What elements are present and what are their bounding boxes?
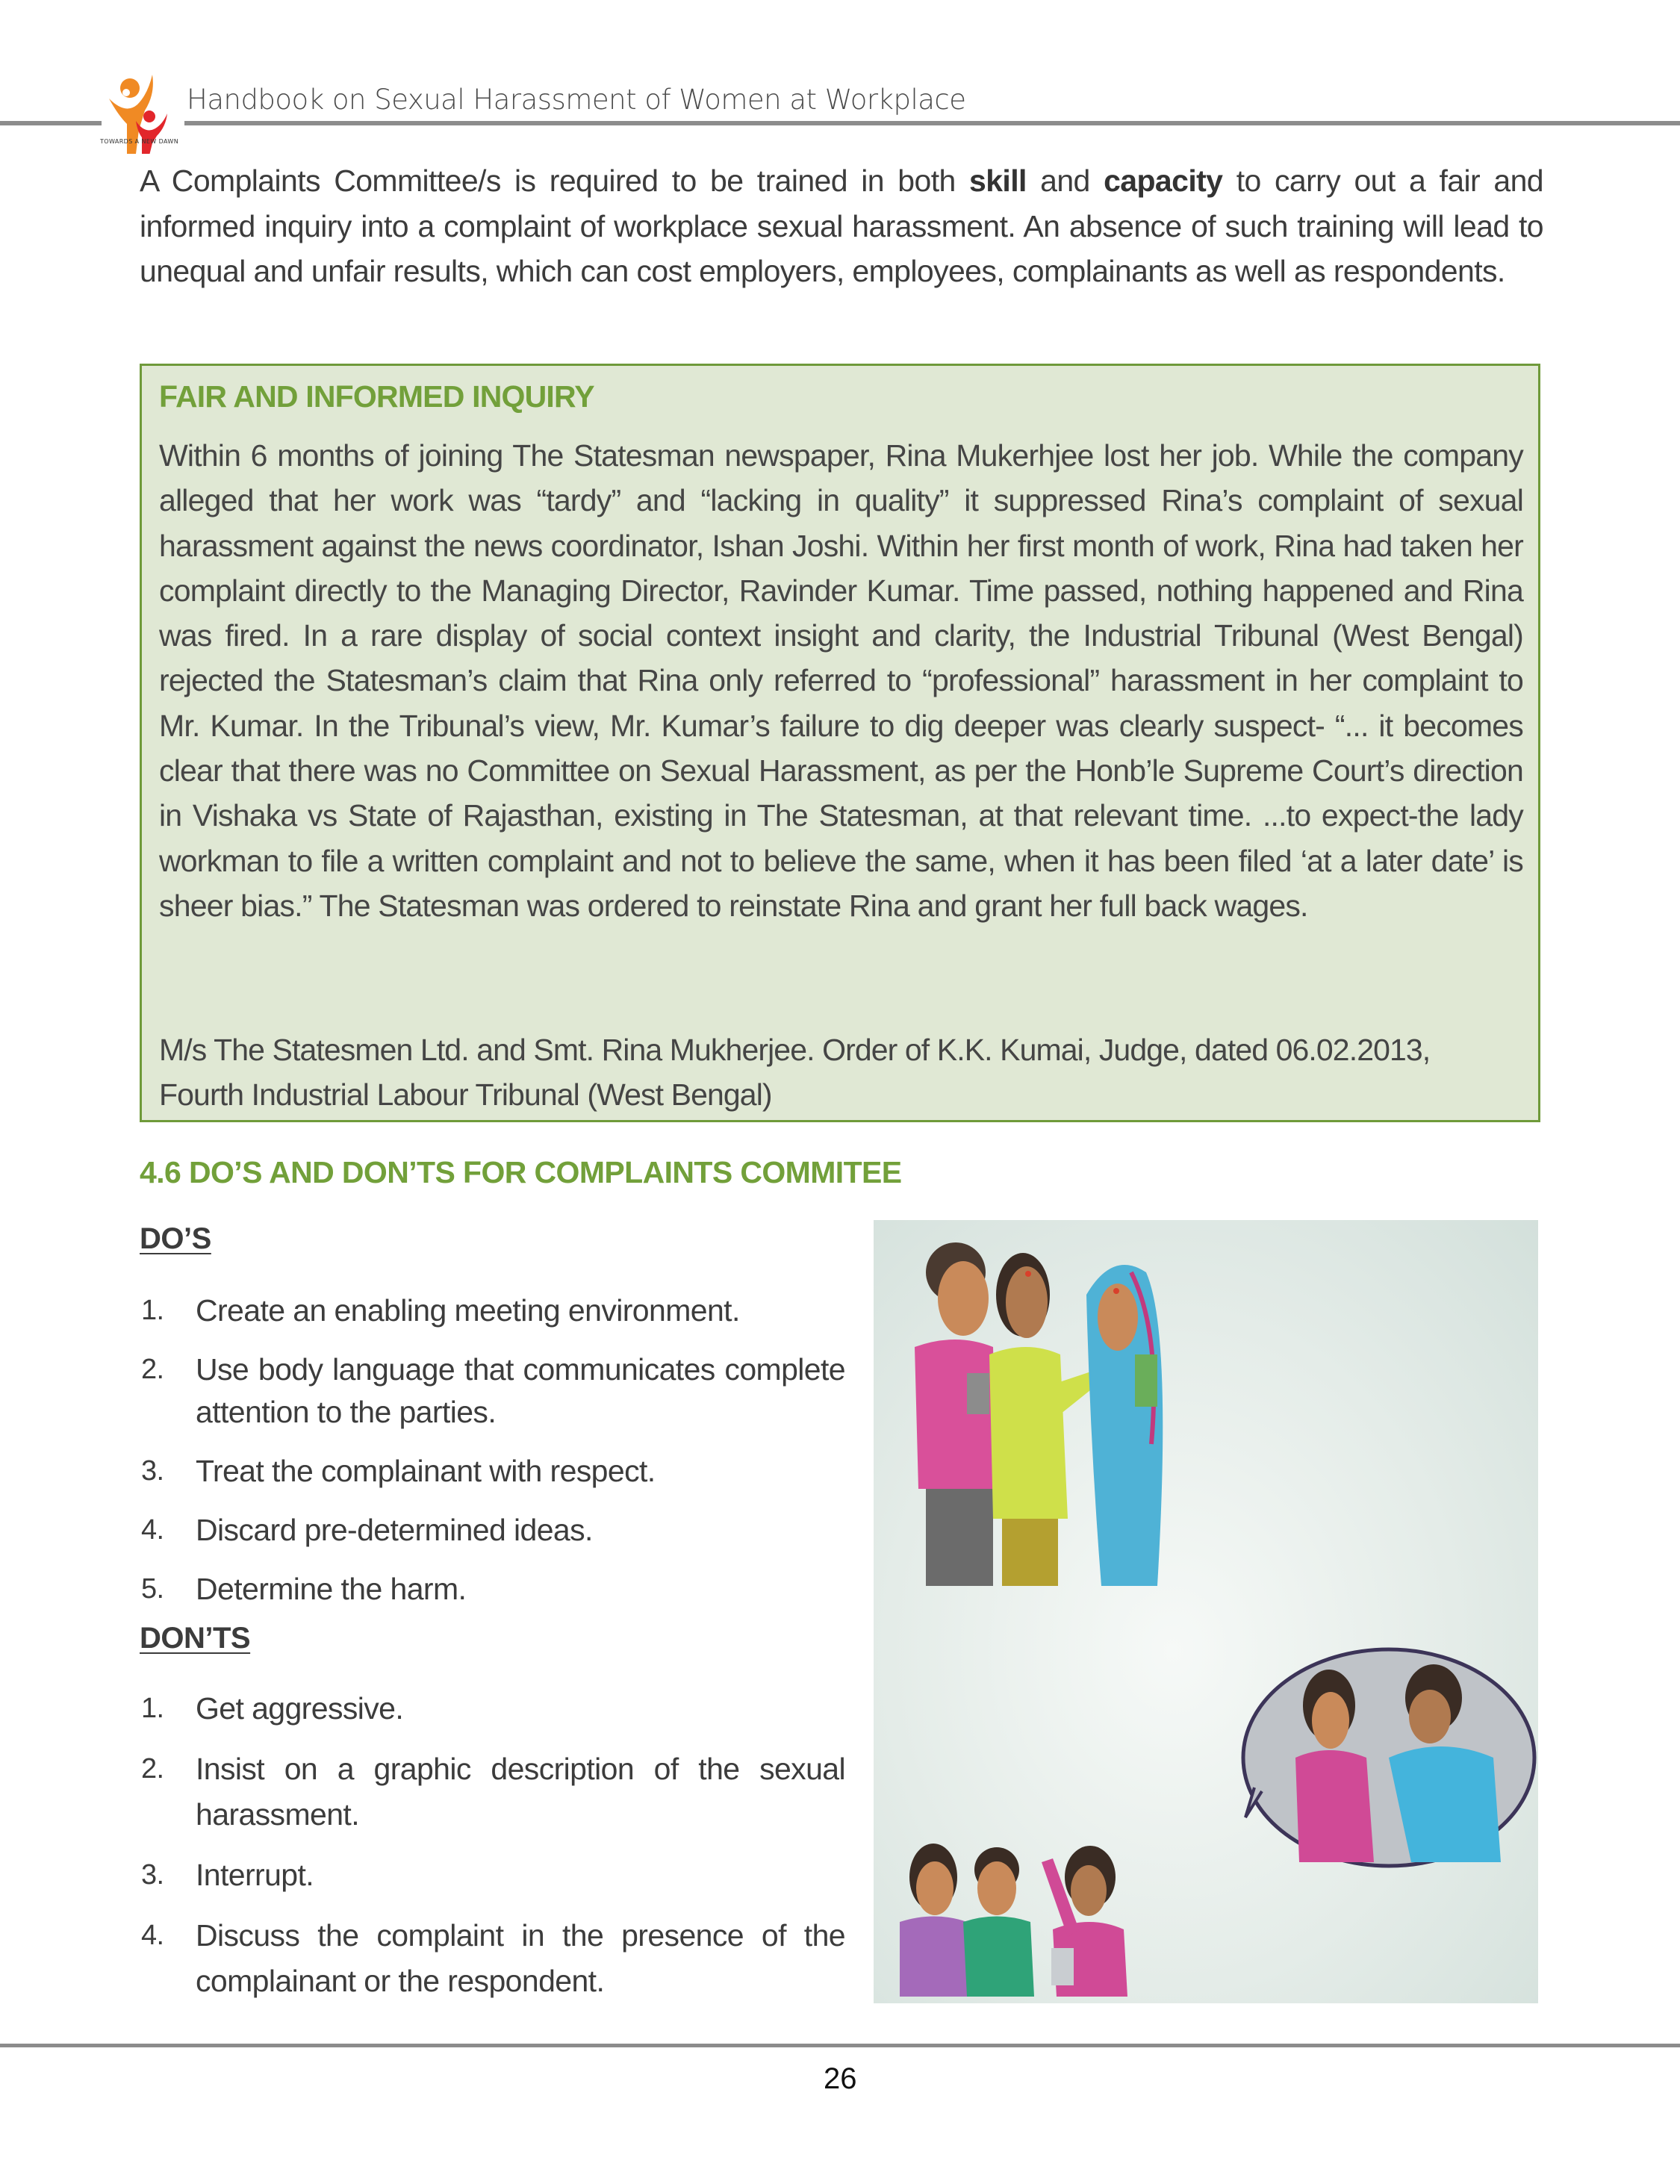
- intro-text: A Complaints Committee/s is required to be trained in both: [140, 164, 970, 198]
- list-text: Treat the complainant with respect.: [196, 1454, 656, 1488]
- donts-heading: DON’TS: [140, 1622, 251, 1655]
- list-text: Use body language that communicates complete attention to the parties.: [196, 1352, 845, 1429]
- list-item: [140, 1746, 845, 1838]
- list-number: 2.: [141, 1354, 164, 1385]
- document-title: Handbook on Sexual Harassment of Women at Workplace: [187, 84, 966, 116]
- case-study-body: Within 6 months of joining The Statesman newspaper, Rina Mukerhjee lost her job. While the company alleged that her work was “tardy” and “lacking in quality” it suppressed Rina’s complaint of sexual harassment against the news coordinator, Ishan Joshi. Within her first month of work, Rina had taken her complaint directly to the Managing Director, Ravinder Kumar. Time passed, nothing happened and Rina was fired. In a rare display of social context insight and clarity, the Industrial Tribunal (West Bengal) rejected the Statesman’s claim that Rina only referred to “professional” harassment in her complaint to Mr. Kumar. In the Tribunal’s view, Mr. Kumar’s failure to dig deeper was clearly suspect- “... it becomes clear that there was no Committee on Sexual Harassment, as per the Honb’le Supreme Court’s direction in Vishaka vs State of Rajasthan, existing in The Statesman, at that relevant time. ...to expect-the lady workman to file a written complaint and not to believe the same, when it has been filed ‘at a later date’ is sheer bias.” The Statesman was ordered to reinstate Rina and grant her full back wages.: [159, 438, 1523, 923]
- figure-man-green-icon: [963, 1847, 1034, 1997]
- intro-text: and: [1026, 164, 1104, 198]
- intro-bold-capacity: capacity: [1104, 164, 1223, 198]
- list-text: Get aggressive.: [196, 1691, 404, 1726]
- list-item: [140, 1289, 845, 1332]
- intro-bold-skill: skill: [969, 164, 1027, 198]
- header-rule-left: [0, 121, 102, 125]
- case-citation-line: M/s The Statesmen Ltd. and Smt. Rina Mukherjee. Order of K.K. Kumai, Judge, dated 06.02.2013,: [159, 1033, 1431, 1067]
- list-number: 2.: [141, 1753, 164, 1785]
- list-number: 4.: [141, 1920, 164, 1951]
- figure-woman-purple-icon: [900, 1844, 971, 1997]
- figure-woman-yellow-icon: [989, 1253, 1098, 1586]
- list-number: 4.: [141, 1514, 164, 1546]
- dos-heading: DO’S: [140, 1222, 211, 1255]
- list-number: 1.: [141, 1295, 164, 1326]
- case-study-title: FAIR AND INFORMED INQUIRY: [159, 379, 594, 414]
- donts-list: [140, 1687, 845, 2004]
- list-text: Create an enabling meeting environment.: [196, 1293, 740, 1328]
- dos-list: [140, 1289, 845, 1611]
- case-citation: [159, 1027, 1523, 1118]
- list-text: Interrupt.: [196, 1858, 314, 1892]
- committee-illustration: [874, 1220, 1538, 2003]
- list-item: [140, 1913, 845, 2004]
- figure-woman-pink-speaking-icon: [1042, 1846, 1127, 1997]
- list-item: [140, 1509, 845, 1552]
- list-item: [140, 1568, 845, 1611]
- list-item: [140, 1348, 845, 1434]
- list-number: 1.: [141, 1693, 164, 1724]
- list-text: Determine the harm.: [196, 1572, 467, 1606]
- list-item: [140, 1450, 845, 1493]
- page-number: 26: [824, 2062, 857, 2095]
- list-number: 3.: [141, 1455, 164, 1487]
- list-text: Discard pre-determined ideas.: [196, 1513, 593, 1547]
- list-text: Discuss the complaint in the presence of the complainant or the respondent.: [196, 1918, 845, 1998]
- intro-text: to carry out a fair and informed inquiry into a complaint of workplace sexual harassment. An absence of such training will lead to unequal and unfair results, which can cost employers, employees, complainants as well as respondents.: [140, 164, 1543, 288]
- footer-rule: [0, 2044, 1680, 2047]
- figure-woman-blue-sari-icon: [1086, 1265, 1163, 1586]
- list-number: 3.: [141, 1859, 164, 1891]
- list-item: [140, 1687, 845, 1730]
- list-text: Insist on a graphic description of the sexual harassment.: [196, 1752, 845, 1832]
- thought-bubble-icon: [1243, 1649, 1534, 1866]
- figure-man-pink-icon: [915, 1242, 997, 1586]
- list-item: [140, 1854, 845, 1897]
- logo-tagline: TOWARDS A NEW DAWN: [100, 138, 179, 145]
- case-study-box: [140, 364, 1540, 1122]
- list-number: 5.: [141, 1573, 164, 1605]
- case-citation-line: Fourth Industrial Labour Tribunal (West Bengal): [159, 1077, 772, 1113]
- section-heading: 4.6 DO’S AND DON’TS FOR COMPLAINTS COMMITEE: [140, 1155, 902, 1189]
- header-rule-right: [184, 121, 1680, 125]
- intro-paragraph: [140, 158, 1543, 294]
